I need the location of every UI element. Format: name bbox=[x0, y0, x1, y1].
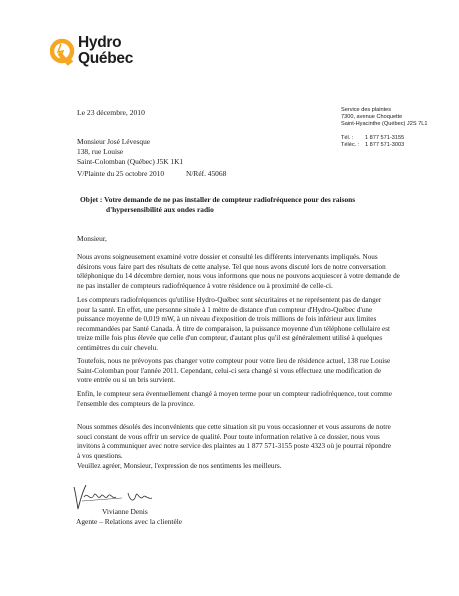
tel-label: Tél. : bbox=[341, 135, 354, 141]
text-line: votre entrée ou si un bris survient. bbox=[77, 376, 176, 385]
text-line: Les compteurs radiofréquences qu'utilise Hydro-Québec sont sécuritaires et ne représentent pas de danger bbox=[77, 296, 382, 304]
salutation: Monsieur, bbox=[77, 234, 107, 243]
text-line: Saint-Colomban pour l'année 2011. Cependant, celui-ci sera changé si vous effectuez une modification de bbox=[77, 366, 382, 375]
text-line: ne pas installer de compteurs radiofréquence à votre résidence ou à proximité de celle-ci. bbox=[77, 281, 333, 290]
text-line: Nous sommes désolés des inconvénients que cette situation sit pu vous occasionner et vous assurons de notre bbox=[77, 423, 391, 431]
text-line: treize mille fois plus élevée que celle d'un compteur, d'autant plus qu'il est généralement utilisé à quelques bbox=[77, 334, 383, 343]
text-line: à vos questions. bbox=[77, 451, 123, 460]
text-line: centimètres du cuir chevelu. bbox=[77, 343, 159, 352]
paragraph-eventual-change bbox=[77, 390, 397, 409]
logo-word-hydro: Hydro bbox=[78, 34, 122, 51]
signatory-block bbox=[76, 507, 183, 527]
tel-value: 1 877 571-3155 bbox=[365, 135, 405, 141]
fax-value: 1 877 571-3003 bbox=[365, 142, 405, 149]
letter-date: Le 23 décembre, 2010 bbox=[77, 108, 145, 117]
sender-line: 7300, avenue Choquette bbox=[341, 114, 403, 121]
fax-label: Téléc. : bbox=[341, 142, 360, 149]
reference-line bbox=[77, 169, 226, 178]
sender-line: Service des plaintes bbox=[341, 107, 392, 113]
sender-phones bbox=[341, 135, 404, 150]
recipient-address bbox=[77, 137, 183, 168]
subject-line bbox=[80, 195, 355, 215]
text-line: souci constant de vous offrir un service de qualité. Pour toute information relative à ce dossier, nous vous bbox=[77, 432, 380, 441]
text-line: Toutefois, nous ne prévoyons pas changer votre compteur pour votre lieu de résidence actuel, 138 rue Louise bbox=[77, 357, 391, 365]
paragraph-analysis bbox=[77, 253, 400, 291]
paragraph-apology bbox=[77, 423, 397, 461]
recipient-line: Saint-Colomban (Québec) J5K 1K1 bbox=[77, 157, 184, 167]
hydro-quebec-logo bbox=[50, 34, 180, 80]
signatory-title: Agente – Relations avec la clientèle bbox=[76, 517, 183, 526]
text-line: l'ensemble des compteurs de la province. bbox=[77, 399, 195, 408]
sender-address bbox=[341, 107, 427, 129]
sender-line: Saint-Hyacinthe (Québec) J2S 7L1 bbox=[341, 121, 428, 128]
text-line: puissance moyenne de 0,019 mW, à un niveau d'exposition de trois millions de fois inférieur aux limites bbox=[77, 315, 377, 324]
text-line: Nous avons soigneusement examiné votre dossier et consulté les différents intervenants impliqués. Nous bbox=[77, 253, 378, 261]
subject-line-2: d'hypersensibilité aux ondes radio bbox=[106, 204, 214, 214]
recipient-line: 138, rue Louise bbox=[77, 147, 124, 157]
signatory-name: Vivianne Denis bbox=[102, 507, 148, 516]
text-line: désirons vous faire part des résultats de cette analyse. Tel que nous avons discuté lors de notre conversation bbox=[77, 262, 386, 271]
text-line: invitons à communiquer avec notre service des plaintes au 1 877 571-3155 poste 4323 où je pourrai répondre bbox=[77, 442, 391, 451]
text-line: recommandées par Santé Canada. À titre de comparaison, la puissance moyenne d'un téléphone cellulaire est bbox=[77, 324, 391, 333]
subject-line-1: Objet : Votre demande de ne pas installer de compteur radiofréquence pour des raisons bbox=[80, 195, 356, 204]
paragraph-closing bbox=[77, 462, 397, 472]
paragraph-safety bbox=[77, 296, 397, 354]
text-line: Enfin, le compteur sera éventuellement changé à moyen terme pour un compteur radiofréquence, tout comme bbox=[77, 390, 392, 398]
text-line: pour la santé. En effet, une personne située à 1 mètre de distance d'un compteur d'Hydro-Québec d'une bbox=[77, 305, 373, 314]
logo-word-quebec: Québec bbox=[78, 50, 134, 67]
text-line: téléphonique du 14 décembre dernier, nous vous informons que nous ne pouvons acquiescer à votre demande de bbox=[77, 272, 400, 281]
our-reference: N/Réf. 45068 bbox=[186, 169, 227, 178]
complaint-reference: V/Plainte du 25 octobre 2010 bbox=[77, 169, 165, 178]
hydro-quebec-q-icon bbox=[50, 38, 76, 72]
paragraph-no-change bbox=[77, 357, 397, 386]
recipient-line: Monsieur José Lévesque bbox=[77, 137, 151, 146]
text-line: Veuillez agréer, Monsieur, l'expression de nos sentiments les meilleurs. bbox=[77, 462, 282, 470]
